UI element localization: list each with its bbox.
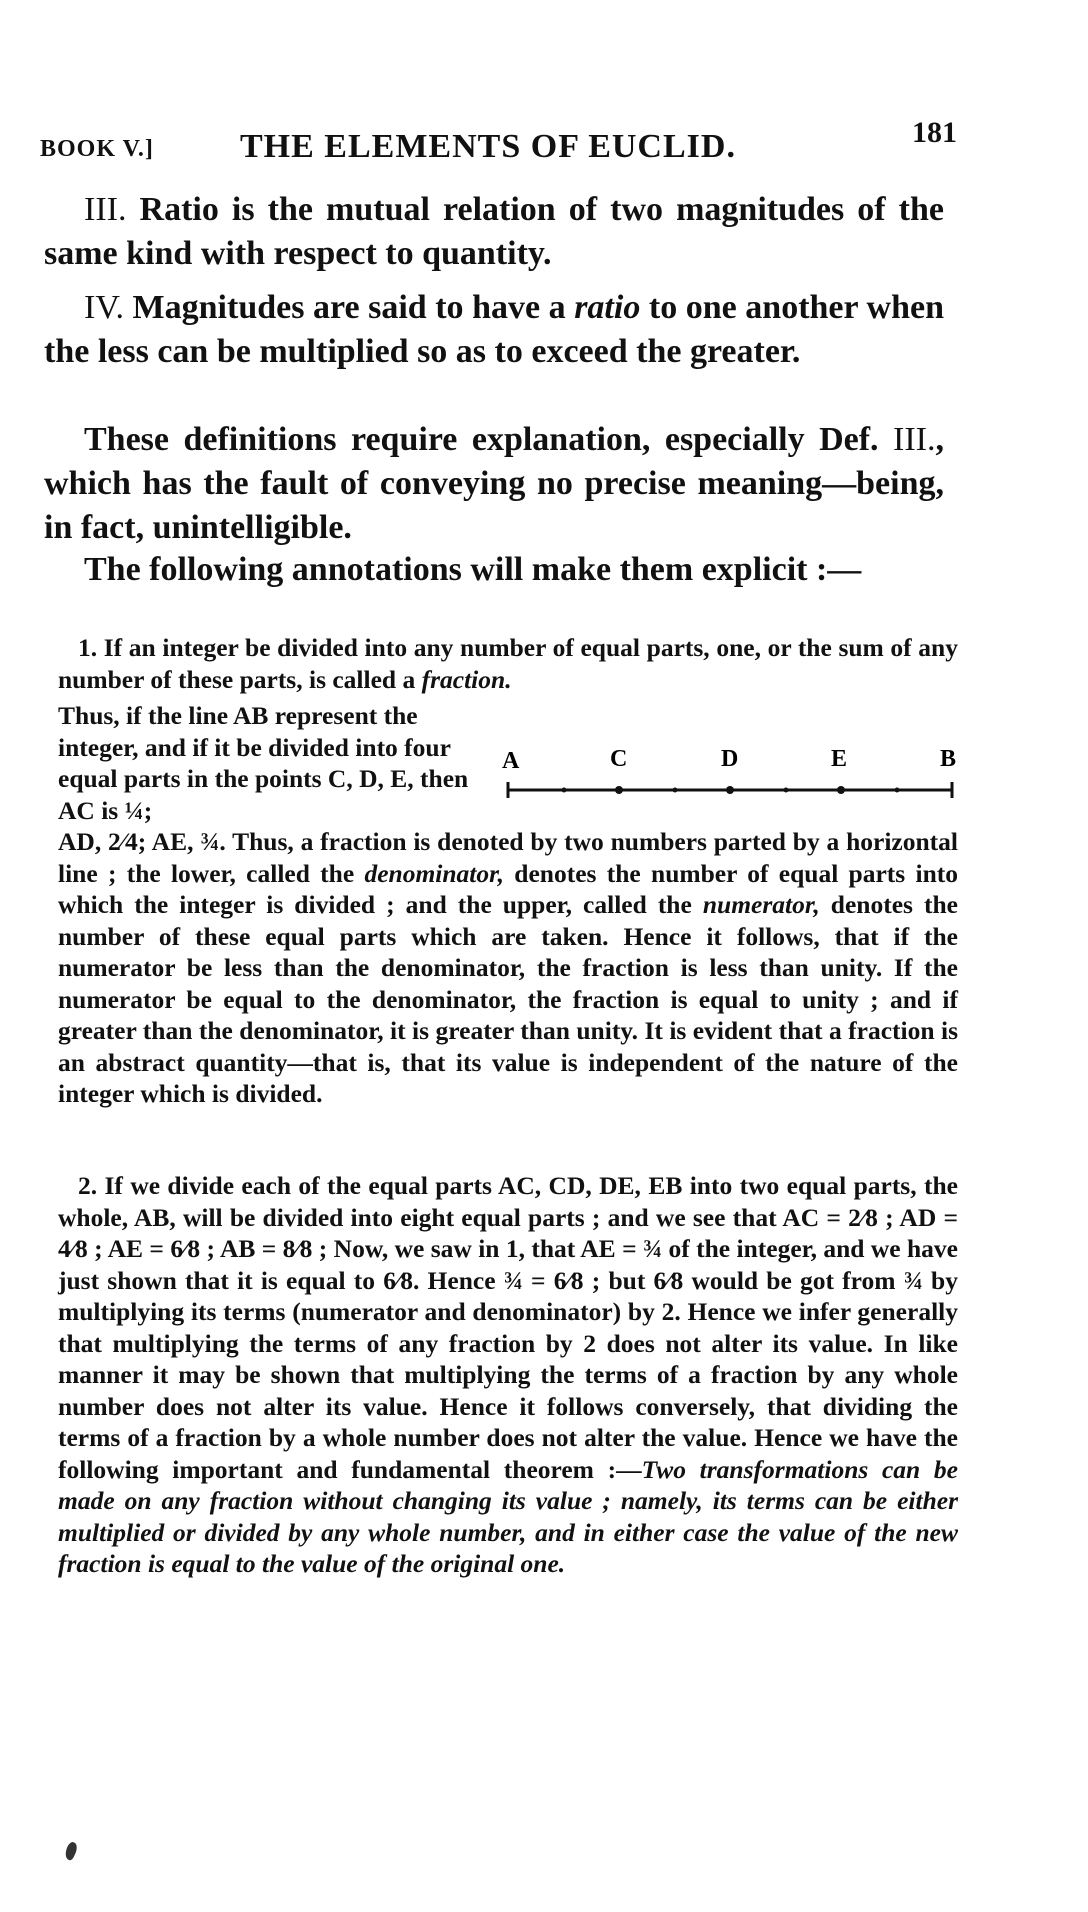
- note-text: Thus, if the line AB represent the integer, and if it be divided into four equal parts in the points C, D, E, then AC is ¼;: [58, 701, 469, 825]
- note-text: 1. If an integer be divided into any number of equal parts, one, or the sum of any number of these parts, is called a: [58, 633, 958, 694]
- definition-text: Ratio is the mutual relation of two magnitudes of the same kind with respect to quantity.: [44, 191, 944, 272]
- emphasis-denominator: denominator,: [364, 858, 505, 888]
- note-1-body: [58, 826, 958, 1110]
- label-b: B: [940, 746, 957, 772]
- midpoint-mark: [784, 788, 789, 793]
- label-c: C: [610, 746, 628, 772]
- definition-3: [44, 188, 944, 276]
- annotations-intro: [44, 548, 944, 592]
- definition-numeral: IV.: [84, 289, 124, 326]
- label-a: A: [502, 748, 520, 774]
- emphasis-fraction: fraction.: [421, 664, 512, 694]
- note-text: 2. If we divide each of the equal parts AC, CD, DE, EB into two equal parts, the whole, AB, will be divided into eight equal parts ; and we see that AC = 2⁄8 ; AD = 4⁄8 ; AE = 6⁄8 ; AB = 8⁄8 ; Now, we saw in 1, that AE = ¾ of the integer, and we have just shown that it is equal to 6⁄8. Hence ¾ = 6⁄8 ; but 6⁄8 would be got from ¾ by multiplying its terms (numerator and denominator) by 2. Hence we infer generally that multiplying the terms of any fraction by 2 does not alter its value. In like manner it may be shown that multiplying the terms of a fraction by any whole number does not alter its value. Hence it follows conversely, that dividing the terms of a fraction by a whole number does not alter the value. Hence we have the following important and fundamental theorem :—: [58, 1171, 958, 1484]
- page-title: THE ELEMENTS OF EUCLID.: [240, 128, 736, 165]
- definition-4: [44, 286, 944, 374]
- definition-numeral: III.: [893, 421, 936, 458]
- paragraph-text: The following annotations will make them explicit :—: [84, 551, 862, 588]
- emphasis-ratio: ratio: [574, 289, 641, 326]
- paragraph-text: These definitions require explanation, especially Def.: [84, 421, 894, 458]
- note-2: [58, 1170, 958, 1580]
- line-ab-diagram: [500, 740, 960, 800]
- label-d: D: [721, 746, 739, 772]
- note-text: denotes the number of these equal parts which are taken. Hence it follows, that if the numerator be less than the denominator, the fraction is less than unity. If the numerator be equal to the denominator, the fraction is equal to unity ; and if greater than the denominator, it is greater than unity. It is evident that a fraction is an abstract quantity—that is, that its value is independent of the nature of the integer which is divided.: [58, 890, 958, 1108]
- label-e: E: [831, 746, 848, 772]
- running-header: [40, 110, 957, 170]
- book-label: BOOK V.]: [40, 136, 154, 162]
- theorem-statement: Two transformations can be made on any fraction without changing its value ; namely, its terms can be either multiplied or divided by any whole number, and in either case the value of the new fraction is equal to the value of the original one.: [58, 1454, 958, 1578]
- midpoint-mark: [895, 788, 900, 793]
- point-e: [837, 786, 845, 794]
- definition-numeral: III.: [84, 191, 127, 228]
- emphasis-numerator: numerator,: [702, 890, 820, 919]
- page-number: 181: [912, 116, 957, 149]
- point-d: [726, 786, 734, 794]
- midpoint-mark: [673, 788, 678, 793]
- definition-text: to one another when the less can be multiplied so as to exceed the greater.: [44, 289, 944, 370]
- explanation-paragraph: [44, 418, 944, 550]
- paragraph-text: , which has the fault of conveying no precise meaning—being, in fact, unintelligible.: [44, 421, 944, 546]
- note-text: AD, 2⁄4; AE, ¾. Thus, a fraction is denoted by two numbers parted by a horizontal line ; the lower, called the: [58, 827, 958, 888]
- line-ab-figure: [500, 740, 960, 800]
- ink-smudge: [63, 1841, 80, 1862]
- definition-text: Magnitudes are said to have a: [124, 289, 575, 326]
- note-1-line-example: [58, 700, 488, 826]
- note-1-opening: [58, 632, 958, 695]
- note-text: denotes the number of equal parts into which the integer is divided ; and the upper, called the: [58, 858, 958, 919]
- midpoint-mark: [562, 788, 567, 793]
- point-c: [615, 786, 623, 794]
